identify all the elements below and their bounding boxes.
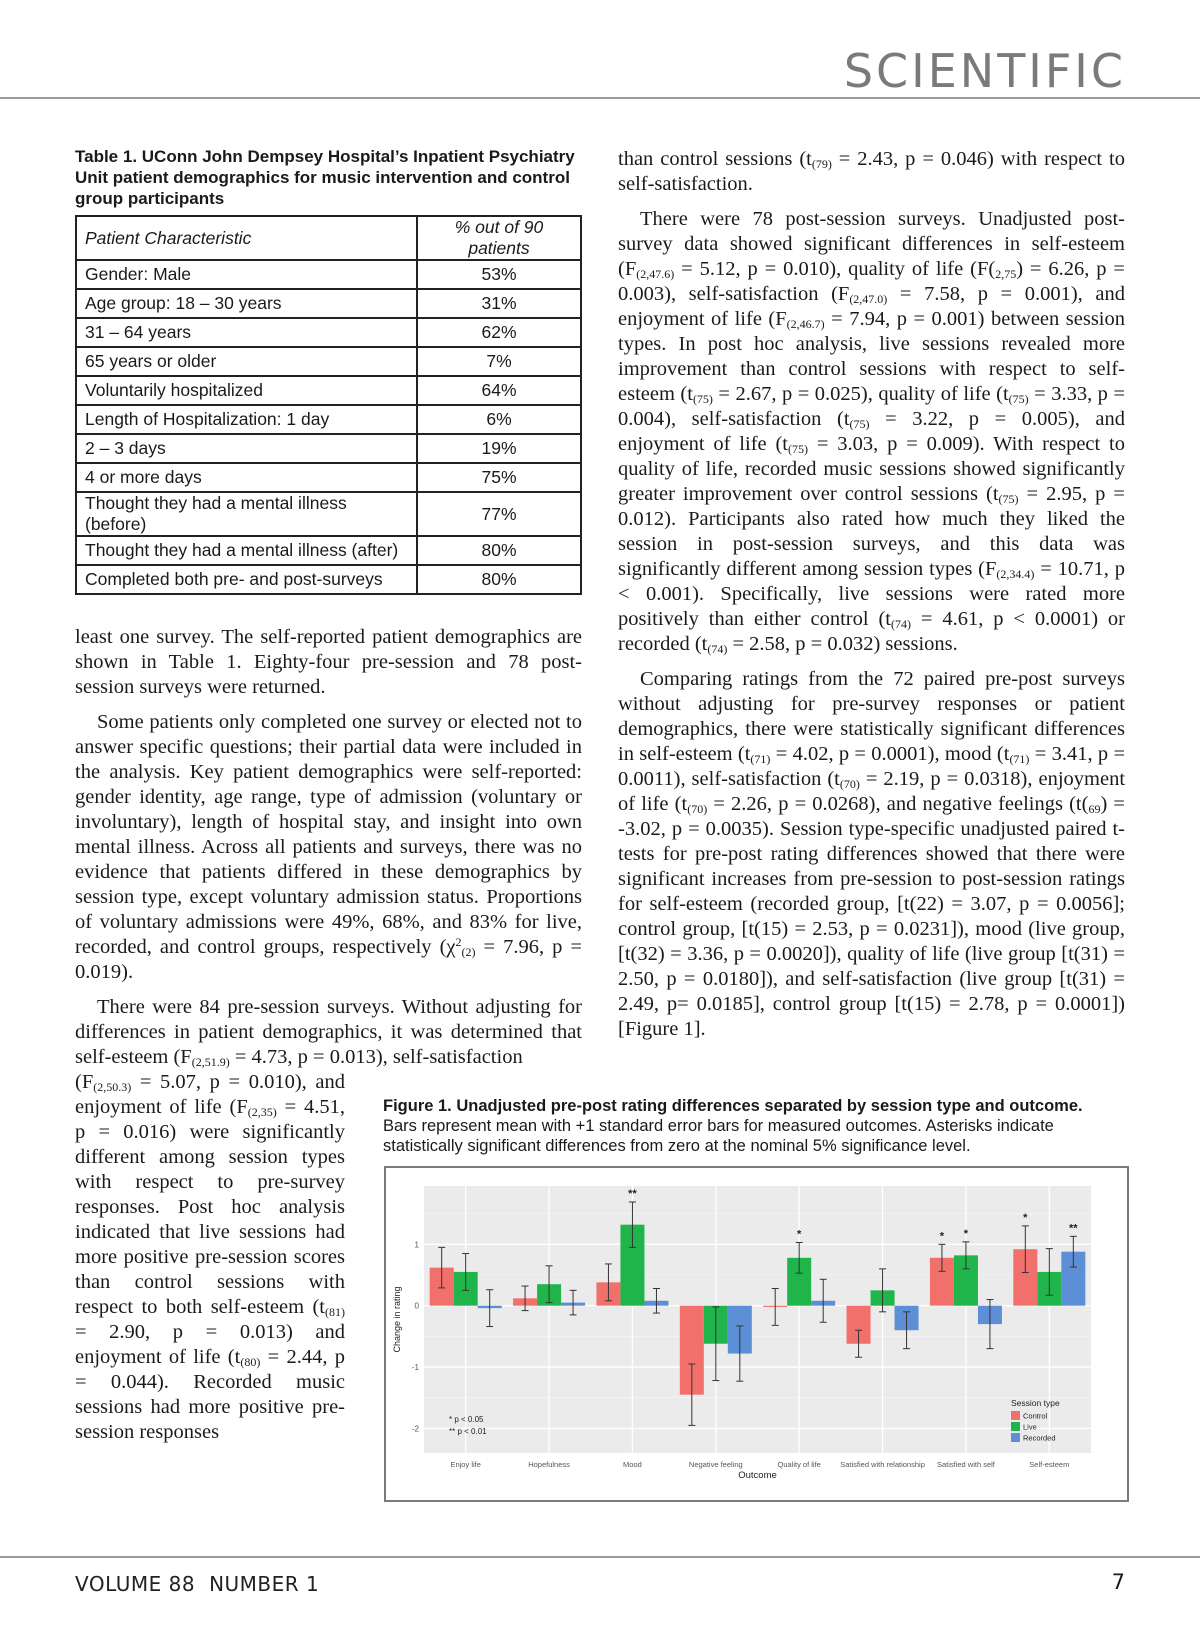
- page-number: 7: [1111, 1570, 1125, 1594]
- significance-marker: *: [1023, 1211, 1028, 1224]
- footer-rule: [0, 1556, 1200, 1558]
- table-cell: Thought they had a mental illness (before): [76, 492, 417, 536]
- figure1-caption: Figure 1. Unadjusted pre-post rating differences separated by session type and outcome. Bars represent mean with +1 standard error bars for measured outcomes. Asterisks indicate statistically significant differences from zero at the nominal 5% significance level.: [383, 1097, 1083, 1155]
- demographics-table: [75, 215, 582, 595]
- paragraph: than control sessions ($t_{(79)} = 2.43$, p = 0.046) with respect to self-satisfaction.: [618, 148, 1125, 195]
- x-tick-label: Satisfied with self: [936, 1460, 995, 1469]
- section-title: SCIENTIFIC: [843, 44, 1126, 98]
- x-tick-label: Self-esteem: [1029, 1460, 1070, 1469]
- table-cell: 7%: [417, 347, 581, 376]
- table-cell: 62%: [417, 318, 581, 347]
- paragraph: least one survey. The self-reported patient demographics are shown in Table 1. Eighty-four pre-session and 78 post-session surveys were returned.: [75, 626, 582, 698]
- y-tick-label: -1: [411, 1363, 419, 1373]
- y-tick-label: 0: [414, 1301, 419, 1311]
- table-cell: 2 – 3 days: [76, 434, 417, 463]
- table-cell: 4 or more days: [76, 463, 417, 492]
- table-cell: Completed both pre- and post-surveys: [76, 565, 417, 594]
- table-row: [76, 463, 581, 492]
- x-tick-label: Quality of life: [777, 1460, 821, 1469]
- y-tick-label: 1: [414, 1240, 419, 1250]
- table-cell: Length of Hospitalization: 1 day: [76, 405, 417, 434]
- x-tick-label: Hopefulness: [528, 1460, 570, 1469]
- legend-label: Control: [1023, 1411, 1048, 1421]
- table-cell: 6%: [417, 405, 581, 434]
- significance-marker: **: [628, 1187, 637, 1200]
- table-header-row: [76, 216, 581, 260]
- legend-swatch: [1011, 1433, 1020, 1442]
- table1-caption: Table 1. UConn John Dempsey Hospital’s Inpatient Psychiatry Unit patient demographics for music intervention and control group participants: [75, 147, 575, 208]
- legend-title: Session type: [1011, 1398, 1060, 1408]
- table-row: [76, 260, 581, 289]
- table-header-cell: Patient Characteristic: [76, 216, 417, 260]
- table-row: [76, 289, 581, 318]
- table-cell: 75%: [417, 463, 581, 492]
- legend-swatch: [1011, 1411, 1020, 1420]
- table-row: [76, 492, 581, 536]
- header-rule: [0, 97, 1200, 99]
- legend-label: Live: [1023, 1422, 1037, 1432]
- table-row: [76, 347, 581, 376]
- table-row: [76, 405, 581, 434]
- figure1-chart: [384, 1166, 1129, 1502]
- table-cell: 31%: [417, 289, 581, 318]
- left-column-text: [75, 625, 582, 1070]
- table-cell: 53%: [417, 260, 581, 289]
- y-tick-label: -2: [411, 1424, 419, 1434]
- significance-marker: *: [939, 1230, 945, 1243]
- significance-marker: *: [963, 1227, 969, 1240]
- paragraph: ($F_{(2,50.3)} = 5.07$, p = 0.010), and enjoyment of life ($F_{(2,35)} = 4.51$, p = 0.016) were significantly different among session types with respect to pre-survey responses. Post hoc analysis indicated that live sessions had more positive pre-session scores than control sessions with respect to both self-esteem ($t_{(81)} = 2.90$, p = 0.013) and enjoyment of life ($t_{(80)} = 2.44$, p = 0.044). Recorded music sessions had more positive pre-session responses: [75, 1071, 346, 1443]
- x-tick-label: Mood: [623, 1460, 642, 1469]
- legend-swatch: [1011, 1422, 1020, 1431]
- significance-note: ** p < 0.01: [449, 1427, 487, 1436]
- bar-chart: [386, 1168, 1127, 1500]
- left-column-narrow-text: [75, 1070, 345, 1455]
- paragraph: Comparing ratings from the 72 paired pre-post surveys without adjusting for pre-survey responses or patient demographics, there were statistically significant differences in self-esteem ($t_{(71)} = 4.02$, p = 0.0001), mood ($t_{(71)} = 3.41$, p = 0.0011), self-satisfaction ($t_{(70)} = 2.19$, p = 0.0318), enjoyment of life ($t_{(70)} = 2.26$, p = 0.0268), and negative feelings ($t(_{69}) = -3.02$, p = 0.0035). Session type-specific unadjusted paired t-tests for pre-post rating differences showed that there were significant increases from pre-session to post-session ratings for self-esteem (recorded group, [t(22) = 3.07, p = 0.0056]; control group, [t(15) = 2.53, p = 0.0231]), mood (live group, [t(32) = 3.36, p = 0.0020]), quality of life (live group [t(31) = 2.50, p = 0.0180]), and self-satisfaction (live group [t(31) = 2.49, p= 0.0185], control group [t(15) = 2.78, p = 0.0001]) [Figure 1].: [618, 668, 1126, 1040]
- significance-marker: **: [1069, 1222, 1078, 1235]
- table-row: [76, 536, 581, 565]
- table-cell: 77%: [417, 492, 581, 536]
- table-cell: 65 years or older: [76, 347, 417, 376]
- x-tick-label: Enjoy life: [450, 1460, 481, 1469]
- paragraph: Some patients only completed one survey or elected not to answer specific questions; their partial data were included in the analysis. Key patient demographics were self-reported: gender identity, age range, type of admission (voluntary or involuntary), length of hospital stay, and insight into own mental illness. Across all patients and surveys, there was no evidence that patients differed in these demographics by session type, except voluntary admission status. Proportions of voluntary admissions were 49%, 68%, and 83% for live, recorded, and control groups, respectively ($\chi^2_{(2)} = 7.96$, p = 0.019).: [75, 711, 582, 983]
- paragraph: There were 84 pre-session surveys. Without adjusting for differences in patient demographics, it was determined that self-esteem ($F_{(2,51.9)} = 4.73$, p = 0.013), self-satisfaction: [75, 996, 582, 1069]
- paragraph: There were 78 post-session surveys. Unadjusted post-survey data showed significant differences in self-esteem ($F_{(2,47.6)} = 5.12$, p = 0.010), quality of life ($F(_{2,75}) = 6.26$, p = 0.003), self-satisfaction ($F_{(2,47.0)} = 7.58$, p = 0.001), and enjoyment of life ($F_{(2,46.7)} = 7.94$, p = 0.001) between session types. In post hoc analysis, live sessions revealed more improvement than control sessions with respect to self-esteem ($t_{(75)} = 2.67$, p = 0.025), quality of life ($t_{(75)} = 3.33$, p = 0.004), self-satisfaction ($t_{(75)} = 3.22$, p = 0.005), and enjoyment of life ($t_{(75)} = 3.03$, p = 0.009). With respect to quality of life, recorded music sessions showed significantly greater improvement over control sessions ($t_{(75)} = 2.95$, p = 0.012). Participants also rated how much they liked the session in post-session surveys, and this data was significantly different among session types ($F_{(2,34.4)} = 10.71$, p < 0.001). Specifically, live sessions were rated more positively than either control ($t_{(74)} = 4.61$, p < 0.0001) or recorded ($t_{(74)} = 2.58$, p = 0.032) sessions.: [618, 208, 1126, 656]
- table-row: [76, 318, 581, 347]
- significance-note: * p < 0.05: [449, 1415, 484, 1424]
- table-header-cell: % out of 90 patients: [417, 216, 581, 260]
- right-column-text: [618, 147, 1125, 1052]
- table-cell: 31 – 64 years: [76, 318, 417, 347]
- legend-label: Recorded: [1023, 1433, 1056, 1443]
- footer-issue: VOLUME 88 NUMBER 1: [75, 1572, 320, 1596]
- significance-marker: *: [797, 1228, 802, 1241]
- table-cell: 64%: [417, 376, 581, 405]
- table-row: [76, 565, 581, 594]
- table-row: [76, 434, 581, 463]
- x-tick-label: Satisfied with relationship: [840, 1460, 925, 1469]
- table-cell: Age group: 18 – 30 years: [76, 289, 417, 318]
- table-cell: 80%: [417, 565, 581, 594]
- x-tick-label: Negative feeling: [688, 1460, 743, 1469]
- x-axis-label: Outcome: [738, 1470, 777, 1481]
- y-axis-label: Change in rating: [392, 1286, 402, 1353]
- table-cell: 80%: [417, 536, 581, 565]
- table-cell: Gender: Male: [76, 260, 417, 289]
- table-cell: Voluntarily hospitalized: [76, 376, 417, 405]
- table-row: [76, 376, 581, 405]
- table-cell: Thought they had a mental illness (after): [76, 536, 417, 565]
- table-cell: 19%: [417, 434, 581, 463]
